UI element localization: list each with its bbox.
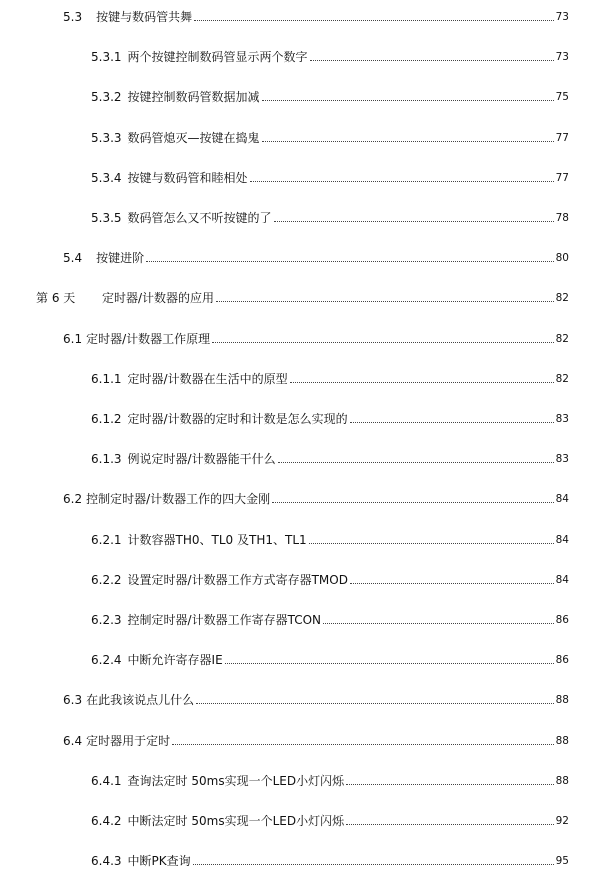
toc-entry-number: 6.2.2	[91, 572, 122, 587]
toc-entry[interactable]	[91, 768, 569, 788]
toc-entry-title: 设置定时器/计数器工作方式寄存器TMOD	[127, 572, 348, 587]
toc-entry-number: 6.3	[63, 693, 83, 708]
toc-entry[interactable]	[91, 406, 569, 426]
dot-leader	[262, 141, 554, 142]
toc-entry-title: 查询法定时 50ms实现一个LED小灯闪烁	[127, 773, 345, 788]
toc-entry-title: 定时器/计数器工作原理	[86, 331, 211, 346]
toc-entry-page-number: 82	[555, 332, 569, 345]
toc-entry-number: 6.4.2	[91, 814, 122, 828]
dot-leader	[346, 824, 554, 825]
dot-leader	[146, 261, 554, 262]
toc-entry-page-number: 75	[555, 91, 569, 104]
toc-entry[interactable]	[91, 848, 569, 868]
dot-leader	[262, 100, 554, 101]
toc-entry[interactable]	[91, 44, 569, 64]
toc-entry[interactable]	[91, 125, 569, 145]
dot-leader	[278, 462, 554, 463]
toc-entry-title: 按键控制数码管数据加减	[127, 90, 260, 105]
toc-entry-page-number: 82	[555, 372, 569, 385]
toc-entry[interactable]	[63, 728, 569, 748]
toc-entry[interactable]	[91, 165, 569, 185]
toc-entry-title: 控制定时器/计数器工作的四大金刚	[86, 492, 271, 507]
toc-entry-number: 5.3.3	[91, 130, 122, 145]
toc-entry[interactable]	[36, 285, 569, 305]
toc-entry-number: 6.1.3	[91, 452, 122, 467]
toc-entry-number: 5.3	[63, 10, 83, 24]
toc-entry-page-number: 73	[555, 51, 569, 64]
toc-entry-title: 两个按键控制数码管显示两个数字	[127, 50, 308, 65]
toc-entry-page-number: 78	[555, 212, 569, 224]
toc-entry-title: 按键进阶	[96, 251, 145, 266]
toc-entry[interactable]	[91, 808, 569, 828]
toc-entry-title: 按键与数码管共舞	[96, 10, 193, 24]
toc-entry-number: 6.1.2	[91, 412, 122, 426]
dot-leader	[172, 744, 554, 745]
dot-leader	[310, 60, 554, 61]
toc-entry-title: 数码管熄灭—按键在捣鬼	[127, 130, 260, 145]
toc-entry-title: 中断PK查询	[127, 854, 191, 869]
toc-entry-title: 计数容器TH0、TL0 及TH1、TL1	[127, 532, 307, 547]
toc-entry[interactable]	[91, 607, 569, 627]
dot-leader	[290, 382, 554, 383]
toc-entry-number: 5.3.2	[91, 90, 122, 105]
toc-entry-page-number: 95	[555, 855, 569, 868]
toc-entry-title: 例说定时器/计数器能干什么	[127, 452, 276, 467]
toc-entry-page-number: 84	[555, 533, 569, 546]
toc-entry-number: 5.4	[63, 251, 83, 266]
toc-entry-number: 6.4	[63, 733, 83, 748]
toc-entry[interactable]	[91, 567, 569, 587]
dot-leader	[346, 784, 554, 785]
dot-leader	[309, 543, 554, 544]
toc-entry-page-number: 83	[555, 413, 569, 425]
dot-leader	[212, 342, 553, 343]
toc-entry-title: 定时器用于定时	[86, 733, 171, 748]
dot-leader	[193, 864, 554, 865]
toc-entry-page-number: 88	[555, 774, 569, 787]
toc-entry-page-number: 84	[555, 573, 569, 586]
toc-entry-number: 6.2.3	[91, 613, 122, 627]
toc-entry-page-number: 92	[555, 815, 569, 827]
toc-entry-page-number: 86	[555, 654, 569, 667]
toc-entry-number: 6.2	[63, 492, 83, 507]
toc-entry-number: 6.2.1	[91, 532, 122, 547]
toc-entry-page-number: 77	[555, 131, 569, 144]
toc-entry-title: 定时器/计数器的定时和计数是怎么实现的	[127, 412, 348, 426]
toc-entry-page-number: 88	[555, 734, 569, 747]
toc-entry[interactable]	[91, 527, 569, 547]
toc-entry-page-number: 83	[555, 453, 569, 466]
dot-leader	[196, 703, 554, 704]
toc-entry[interactable]	[91, 84, 569, 104]
dot-leader	[350, 422, 554, 423]
toc-entry-title: 控制定时器/计数器工作寄存器TCON	[127, 613, 322, 627]
toc-entry[interactable]	[91, 446, 569, 466]
toc-entry[interactable]	[91, 647, 569, 667]
dot-leader	[194, 20, 554, 21]
toc-entry-number: 6.1	[63, 331, 83, 346]
toc-entry-page-number: 86	[555, 614, 569, 626]
toc-entry[interactable]	[63, 687, 569, 707]
toc-entry-number: 5.3.5	[91, 211, 122, 225]
toc-entry-title: 定时器/计数器的应用	[102, 291, 215, 306]
toc-entry-number: 第 6 天	[36, 291, 76, 306]
toc-entry-number: 5.3.1	[91, 50, 122, 65]
toc-entry-title: 中断允许寄存器IE	[127, 653, 223, 668]
toc-entry[interactable]	[63, 4, 569, 24]
toc-entry-page-number: 73	[555, 11, 569, 23]
toc-entry-page-number: 84	[555, 493, 569, 506]
toc-entry-title: 中断法定时 50ms实现一个LED小灯闪烁	[127, 814, 345, 828]
toc-entry-number: 6.4.3	[91, 854, 122, 869]
dot-leader	[274, 221, 554, 222]
toc-entry-number: 6.4.1	[91, 773, 122, 788]
toc-entry-title: 定时器/计数器在生活中的原型	[127, 371, 288, 386]
toc-entry-page-number: 77	[555, 171, 569, 184]
toc-entry-number: 5.3.4	[91, 170, 122, 185]
toc-entry[interactable]	[91, 205, 569, 225]
toc-entry-title: 数码管怎么又不听按键的了	[127, 211, 272, 225]
dot-leader	[225, 663, 554, 664]
toc-entry-number: 6.1.1	[91, 371, 122, 386]
toc-entry-page-number: 82	[555, 292, 569, 305]
dot-leader	[350, 583, 554, 584]
toc-entry-number: 6.2.4	[91, 653, 122, 668]
dot-leader	[250, 181, 554, 182]
toc-entry[interactable]	[63, 245, 569, 265]
toc-entry[interactable]	[63, 326, 569, 346]
dot-leader	[216, 301, 554, 302]
dot-leader	[323, 623, 554, 624]
toc-entry-title: 在此我该说点儿什么	[86, 693, 195, 708]
toc-entry[interactable]	[63, 486, 569, 506]
toc-entry-page-number: 88	[555, 694, 569, 707]
toc-entry-title: 按键与数码管和睦相处	[127, 170, 248, 185]
toc-entry[interactable]	[91, 366, 569, 386]
dot-leader	[272, 502, 553, 503]
toc-entry-page-number: 80	[555, 252, 569, 265]
